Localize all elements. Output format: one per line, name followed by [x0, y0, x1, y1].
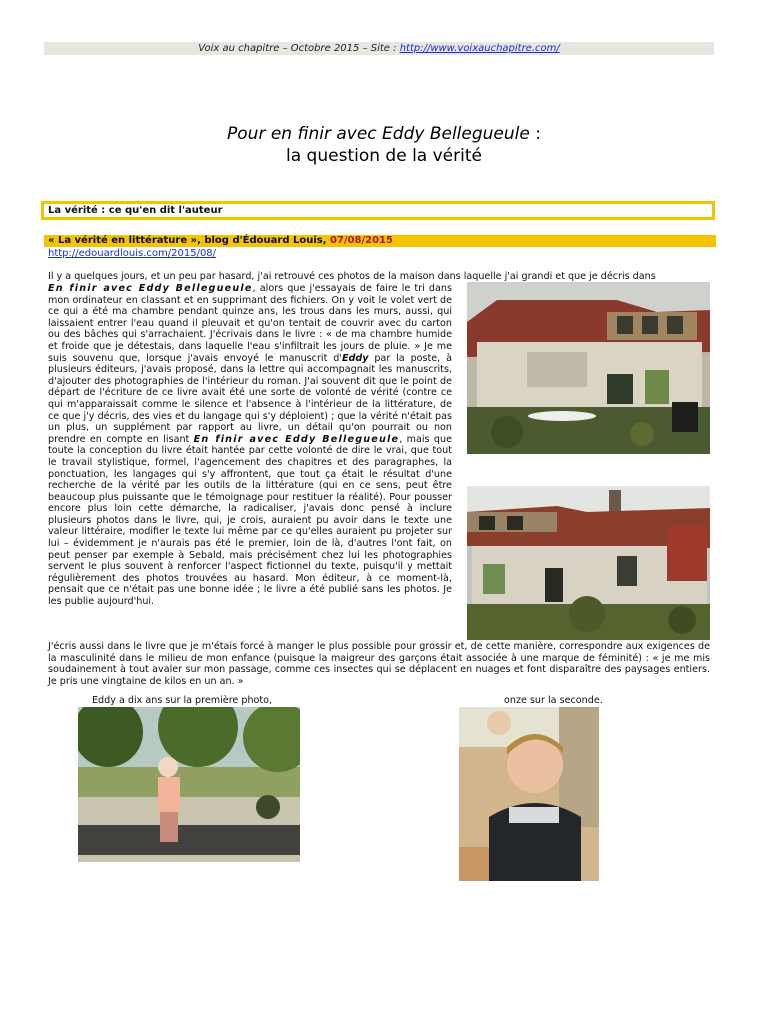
- source-date: 07/08/2015: [329, 235, 393, 246]
- page-subtitle: la question de la vérité: [286, 146, 482, 166]
- eddy-title: Eddy: [341, 352, 369, 364]
- house-photo-1: [467, 282, 710, 454]
- book-title-2: En finir avec Eddy Bellegueule: [193, 433, 400, 445]
- eddy-photo-age-ten: [78, 707, 300, 862]
- section-heading: La vérité : ce qu'en dit l'auteur: [41, 201, 715, 220]
- paragraph-part-b: par la poste, à plusieurs éditeurs, j'avais proposé, dans la lettre qui accompagnait les manuscrits, d'ajouter des photographies de l'intérieur du roman. J'ai souvent dit que le point de départ de l'écriture de ce livre avait été une sorte de volonté de vérité (contre ce qui m'apparaissait comme le silence et l'absence à l'intérieur de la littérature, de ce que j'y décris, des vies et du langage qui s'y déploient) ; que la vérité n'était pas un plus, un supplément par rapport au livre, un détail qu'on pourrait ou non prendre en compte en lisant: [48, 352, 452, 445]
- caption-right: onze sur la seconde.: [504, 695, 603, 706]
- source-link[interactable]: http://edouardlouis.com/2015/08/: [48, 248, 217, 259]
- page-title: [60, 124, 708, 144]
- house-photo-2: [467, 486, 710, 640]
- header-text: Voix au chapitre – Octobre 2015 – Site :: [198, 43, 400, 54]
- eddy-photo-age-eleven-image: [459, 707, 599, 881]
- paragraph-second: J'écris aussi dans le livre que je m'étais forcé à manger le plus possible pour grossir et, de cette manière, correspondre aux exigences de la masculinité dans le milieu de mon enfance (puisque la maigreur des garçons était associée à une marque de féminité) : « je me mis soudainement à tout avaler sur mon passage, comme ces insectes qui se déplacent en nuages et font disparaître des paysages entiers. Je pris une vingtaine de kilos en un an. »: [48, 641, 710, 687]
- paragraph-part-a: , alors que j'essayais de faire le tri dans mon ordinateur en classant et en supprimant des fichiers. On y voit le volet vert de ce qui a été ma chambre pendant quinze ans, les trous dans les murs, aussi, qui laissaient entrer l'eau quand il pleuvait et qu'on tentait de couvrir avec du carton ou des bâches qui s'arrachaient. J'écrivais dans le livre : « de ma chambre humide et froide que je détestais, dans laquelle l'eau s'infiltrait les jours de pluie. » Je me suis souvenu que, lorsque j'avais envoyé le manuscrit d': [48, 283, 452, 364]
- source-label: « La vérité en littérature », blog d'Édouard Louis,: [48, 235, 330, 246]
- source-bar: [44, 235, 716, 247]
- house-photo-2-image: [467, 486, 710, 640]
- paragraph-part-c: , mais que toute la conception du livre était hantée par cette volonté de dire le vrai, que tout le travail stylistique, formel, l'agencement des chapitres et des paragraphes, la ponctuation, les langages qui s'y affrontent, que tout ça était le résultat d'une recherche de la vérité par les outils de la littérature (qui en ce sens, peut être beaucoup plus puissante que le témoignage pour restituer la réalité). Pour pousser encore plus loin cette démarche, la radicaliser, j'avais donc pensé à inclure plusieurs photos dans le livre, qui, je crois, auraient pu avoir dans le texte une valeur littéraire, modifier le texte lui même par ce qu'elles auraient pu projeter sur lui – évidemment je n'aurais pas été le premier, loin de là, d'autres l'ont fait, on peut penser par exemple à Sebald, mais précisément chez lui les photographies servent le plus souvent à renforcer l'aspect fictionnel du texte, puisqu'il y mettait régulièrement des photos trouvées au hasard. Mon éditeur, à ce moment-là, pensait que ce n'était pas une bonne idée ; le livre a été publié sans les photos. Je les publie aujourd'hui.: [48, 433, 452, 608]
- title-book: Pour en finir avec Eddy Bellegueule: [227, 124, 530, 144]
- title-colon: :: [529, 124, 541, 144]
- paragraph-first-line: Il y a quelques jours, et un peu par hasard, j'ai retrouvé ces photos de la maison dans laquelle j'ai grandi et que je décris dans: [48, 271, 656, 282]
- book-title: En finir avec Eddy Bellegueule: [48, 283, 253, 294]
- caption-left: Eddy a dix ans sur la première photo,: [92, 695, 273, 706]
- eddy-photo-age-ten-image: [78, 707, 300, 862]
- header-site-link[interactable]: http://www.voixauchapitre.com/: [399, 43, 560, 54]
- eddy-photo-age-eleven: [459, 707, 599, 881]
- house-photo-1-image: [467, 282, 710, 454]
- document-header: [44, 42, 714, 55]
- paragraph-main: [48, 283, 452, 608]
